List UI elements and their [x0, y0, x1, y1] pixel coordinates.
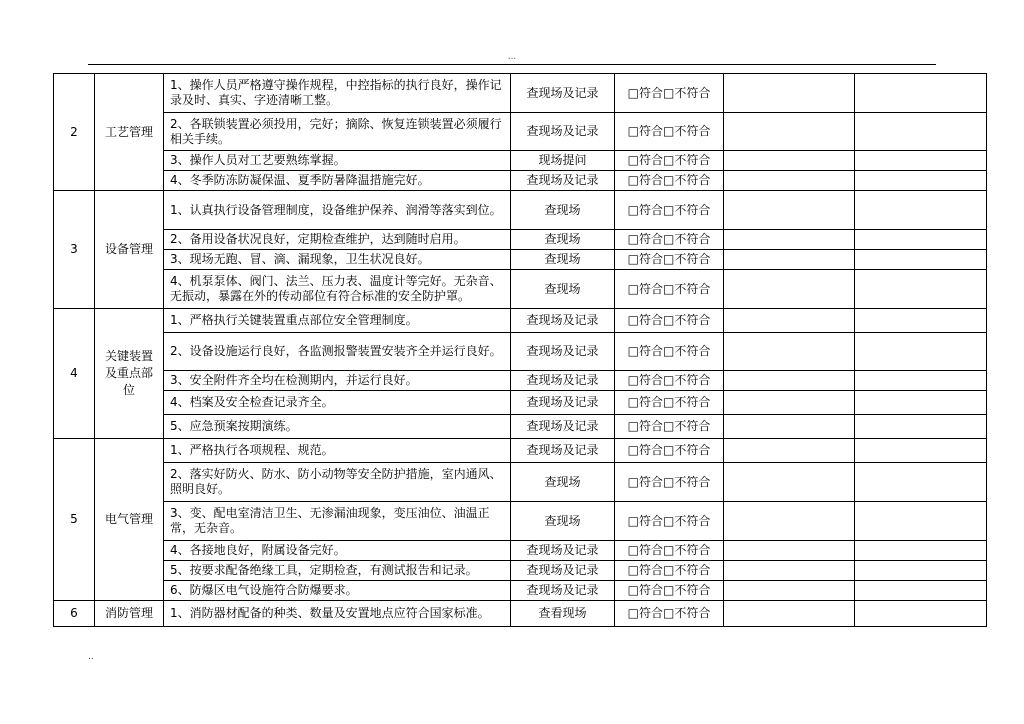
item-text: 3、安全附件齐全均在检测期内，并运行良好。 — [164, 371, 511, 391]
check-method: 查现场及记录 — [511, 171, 615, 191]
row-number: 5 — [54, 439, 95, 601]
signature-cell — [855, 113, 987, 151]
item-text: 2、设备设施运行良好，各监测报警装置安装齐全并运行良好。 — [164, 333, 511, 371]
result-options[interactable]: □符合□不符合 — [615, 502, 724, 541]
item-text: 1、认真执行设备管理制度，设备维护保养、润滑等落实到位。 — [164, 191, 511, 230]
remark-cell — [724, 561, 855, 581]
result-options[interactable]: □符合□不符合 — [615, 371, 724, 391]
table-row — [54, 541, 987, 561]
remark-cell — [724, 439, 855, 463]
table-row — [54, 601, 987, 627]
signature-cell — [855, 371, 987, 391]
row-number: 3 — [54, 191, 95, 309]
result-options[interactable]: □符合□不符合 — [615, 333, 724, 371]
item-text: 1、严格执行各项规程、规范。 — [164, 439, 511, 463]
item-text: 3、变、配电室清洁卫生、无渗漏油现象，变压油位、油温正常，无杂音。 — [164, 502, 511, 541]
signature-cell — [855, 561, 987, 581]
signature-cell — [855, 151, 987, 171]
signature-cell — [855, 541, 987, 561]
result-options[interactable]: □符合□不符合 — [615, 439, 724, 463]
table-row — [54, 333, 987, 371]
item-text: 2、落实好防火、防水、防小动物等安全防护措施，室内通风、照明良好。 — [164, 463, 511, 502]
signature-cell — [855, 415, 987, 439]
item-text: 4、机泵泵体、阀门、法兰、压力表、温度计等完好。无杂音、无振动，暴露在外的传动部位有符合标准的安全防护罩。 — [164, 270, 511, 309]
remark-cell — [724, 309, 855, 333]
table-row — [54, 74, 987, 113]
header-rule — [88, 64, 936, 65]
table-row — [54, 439, 987, 463]
remark-cell — [724, 601, 855, 627]
result-options[interactable]: □符合□不符合 — [615, 541, 724, 561]
result-options[interactable]: □符合□不符合 — [615, 113, 724, 151]
remark-cell — [724, 191, 855, 230]
item-text: 2、各联锁装置必须投用，完好；摘除、恢复连锁装置必须履行相关手续。 — [164, 113, 511, 151]
check-method: 查现场及记录 — [511, 391, 615, 415]
result-options[interactable]: □符合□不符合 — [615, 270, 724, 309]
result-options[interactable]: □符合□不符合 — [615, 601, 724, 627]
table-row — [54, 415, 987, 439]
signature-cell — [855, 601, 987, 627]
signature-cell — [855, 230, 987, 250]
remark-cell — [724, 270, 855, 309]
check-method: 查现场及记录 — [511, 113, 615, 151]
remark-cell — [724, 250, 855, 270]
check-method: 查现场 — [511, 463, 615, 502]
table-row — [54, 463, 987, 502]
row-number: 4 — [54, 309, 95, 439]
item-text: 1、消防器材配备的种类、数量及安置地点应符合国家标准。 — [164, 601, 511, 627]
signature-cell — [855, 191, 987, 230]
category-cell: 电气管理 — [95, 439, 164, 601]
check-method: 查现场 — [511, 270, 615, 309]
check-method: 查现场及记录 — [511, 309, 615, 333]
check-method: 查现场及记录 — [511, 561, 615, 581]
row-number: 2 — [54, 74, 95, 191]
signature-cell — [855, 309, 987, 333]
table-row — [54, 371, 987, 391]
remark-cell — [724, 230, 855, 250]
result-options[interactable]: □符合□不符合 — [615, 463, 724, 502]
item-text: 3、现场无跑、冒、滴、漏现象，卫生状况良好。 — [164, 250, 511, 270]
signature-cell — [855, 74, 987, 113]
signature-cell — [855, 171, 987, 191]
signature-cell — [855, 463, 987, 502]
category-cell: 消防管理 — [95, 601, 164, 627]
result-options[interactable]: □符合□不符合 — [615, 561, 724, 581]
signature-cell — [855, 439, 987, 463]
item-text: 1、操作人员严格遵守操作规程，中控指标的执行良好，操作记录及时、真实、字迹清晰工整。 — [164, 74, 511, 113]
table-row — [54, 502, 987, 541]
signature-cell — [855, 391, 987, 415]
check-method: 查现场 — [511, 250, 615, 270]
remark-cell — [724, 502, 855, 541]
item-text: 5、应急预案按期演练。 — [164, 415, 511, 439]
remark-cell — [724, 541, 855, 561]
signature-cell — [855, 333, 987, 371]
result-options[interactable]: □符合□不符合 — [615, 581, 724, 601]
check-method: 查看现场 — [511, 601, 615, 627]
check-method: 查现场及记录 — [511, 371, 615, 391]
check-method: 查现场 — [511, 230, 615, 250]
row-number: 6 — [54, 601, 95, 627]
table-row — [54, 561, 987, 581]
check-method: 查现场 — [511, 502, 615, 541]
remark-cell — [724, 171, 855, 191]
item-text: 1、严格执行关键装置重点部位安全管理制度。 — [164, 309, 511, 333]
inspection-table — [53, 73, 987, 627]
signature-cell — [855, 270, 987, 309]
signature-cell — [855, 250, 987, 270]
result-options[interactable]: □符合□不符合 — [615, 191, 724, 230]
table-row — [54, 113, 987, 151]
remark-cell — [724, 581, 855, 601]
item-text: 5、按要求配备绝缘工具，定期检查，有测试报告和记录。 — [164, 561, 511, 581]
table-row — [54, 270, 987, 309]
table-row — [54, 581, 987, 601]
check-method: 查现场及记录 — [511, 333, 615, 371]
table-row — [54, 391, 987, 415]
table-row — [54, 230, 987, 250]
remark-cell — [724, 333, 855, 371]
result-options[interactable]: □符合□不符合 — [615, 171, 724, 191]
table-row — [54, 171, 987, 191]
item-text: 4、各接地良好，附属设备完好。 — [164, 541, 511, 561]
category-cell: 工艺管理 — [95, 74, 164, 191]
table-row — [54, 151, 987, 171]
remark-cell — [724, 463, 855, 502]
remark-cell — [724, 151, 855, 171]
result-options[interactable]: □符合□不符合 — [615, 415, 724, 439]
signature-cell — [855, 581, 987, 601]
check-method: 查现场及记录 — [511, 541, 615, 561]
remark-cell — [724, 371, 855, 391]
footer-mark: .. — [88, 652, 94, 662]
item-text: 6、防爆区电气设施符合防爆要求。 — [164, 581, 511, 601]
remark-cell — [724, 391, 855, 415]
result-options[interactable]: □符合□不符合 — [615, 151, 724, 171]
check-method: 现场提问 — [511, 151, 615, 171]
check-method: 查现场及记录 — [511, 439, 615, 463]
category-cell: 关键装置及重点部位 — [95, 309, 164, 439]
result-options[interactable]: □符合□不符合 — [615, 250, 724, 270]
check-method: 查现场及记录 — [511, 415, 615, 439]
table-row — [54, 309, 987, 333]
check-method: 查现场 — [511, 191, 615, 230]
table-row — [54, 250, 987, 270]
result-options[interactable]: □符合□不符合 — [615, 309, 724, 333]
remark-cell — [724, 113, 855, 151]
check-method: 查现场及记录 — [511, 581, 615, 601]
header-mark: ... — [507, 52, 517, 62]
check-method: 查现场及记录 — [511, 74, 615, 113]
category-cell: 设备管理 — [95, 191, 164, 309]
result-options[interactable]: □符合□不符合 — [615, 391, 724, 415]
remark-cell — [724, 74, 855, 113]
signature-cell — [855, 502, 987, 541]
result-options[interactable]: □符合□不符合 — [615, 74, 724, 113]
table-row — [54, 191, 987, 230]
item-text: 4、冬季防冻防凝保温、夏季防暑降温措施完好。 — [164, 171, 511, 191]
remark-cell — [724, 415, 855, 439]
item-text: 3、操作人员对工艺要熟练掌握。 — [164, 151, 511, 171]
result-options[interactable]: □符合□不符合 — [615, 230, 724, 250]
item-text: 4、档案及安全检查记录齐全。 — [164, 391, 511, 415]
item-text: 2、备用设备状况良好，定期检查维护，达到随时启用。 — [164, 230, 511, 250]
